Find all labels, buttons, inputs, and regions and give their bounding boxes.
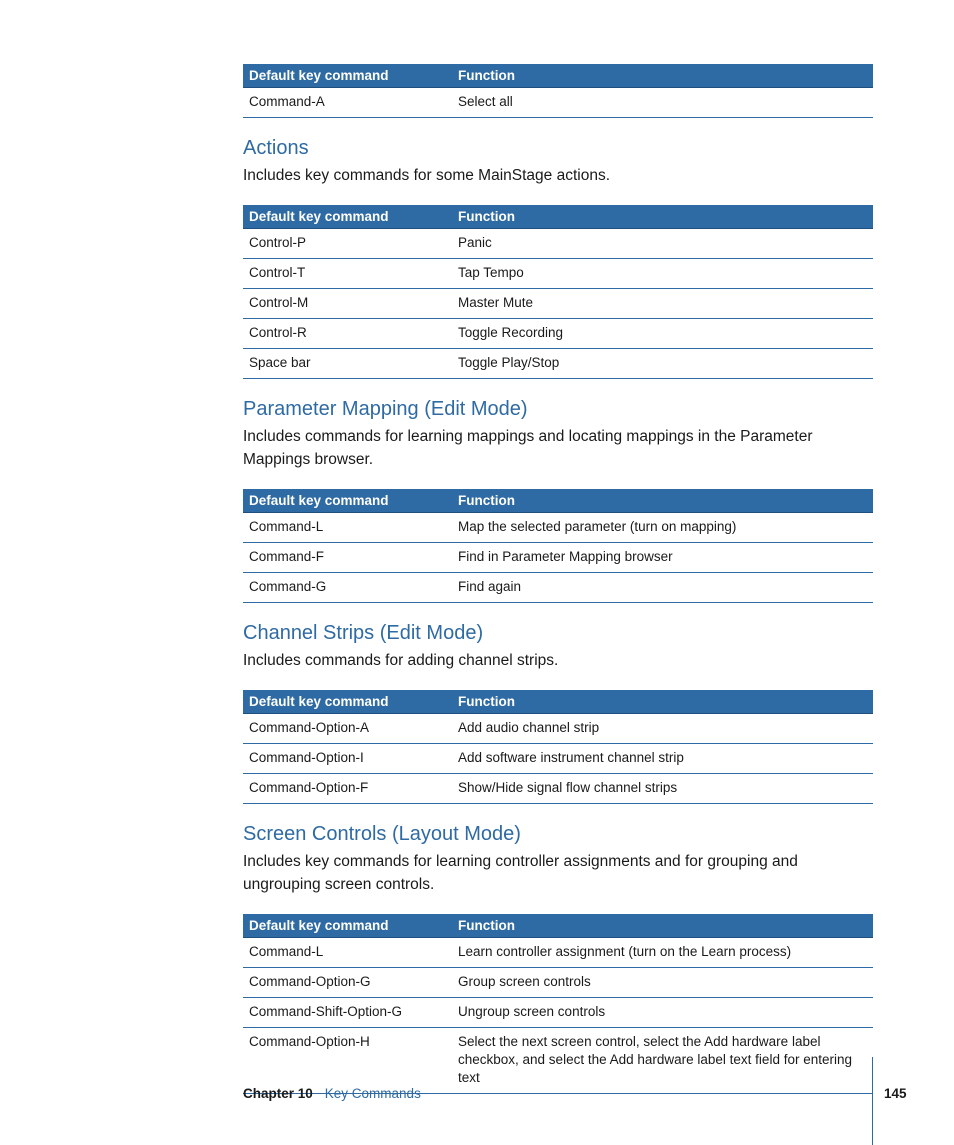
column-header-key: Default key command bbox=[243, 205, 452, 229]
key-cell: Command-A bbox=[243, 88, 452, 118]
function-cell: Map the selected parameter (turn on mapping) bbox=[452, 513, 873, 543]
key-cell: Control-T bbox=[243, 259, 452, 289]
function-cell: Add audio channel strip bbox=[452, 714, 873, 744]
table-row bbox=[243, 744, 873, 774]
function-cell: Show/Hide signal flow channel strips bbox=[452, 774, 873, 804]
key-command-table-parameter-mapping bbox=[243, 489, 873, 603]
section-description-channel-strips: Includes commands for adding channel strips. bbox=[243, 652, 559, 669]
section-heading-screen-controls: Screen Controls (Layout Mode) bbox=[243, 823, 521, 845]
section-description-screen-controls: Includes key commands for learning controller assignments and for grouping and ungrouping screen controls. bbox=[243, 853, 798, 893]
key-cell: Command-Shift-Option-G bbox=[243, 998, 452, 1028]
function-cell: Toggle Recording bbox=[452, 319, 873, 349]
table-row bbox=[243, 229, 873, 259]
table-row bbox=[243, 513, 873, 543]
page-footer bbox=[243, 1086, 421, 1101]
key-cell: Command-Option-A bbox=[243, 714, 452, 744]
key-command-table-select bbox=[243, 64, 873, 118]
footer-chapter-title: Key Commands bbox=[324, 1086, 421, 1101]
table-header-row bbox=[243, 205, 873, 229]
table-row bbox=[243, 349, 873, 379]
column-header-function: Function bbox=[452, 914, 873, 938]
footer-chapter: Chapter 10 bbox=[243, 1086, 313, 1101]
key-cell: Control-R bbox=[243, 319, 452, 349]
table-row bbox=[243, 573, 873, 603]
key-command-table-channel-strips bbox=[243, 690, 873, 804]
function-cell: Add software instrument channel strip bbox=[452, 744, 873, 774]
key-cell: Control-M bbox=[243, 289, 452, 319]
table-row bbox=[243, 543, 873, 573]
key-cell: Command-G bbox=[243, 573, 452, 603]
column-header-key: Default key command bbox=[243, 690, 452, 714]
column-header-key: Default key command bbox=[243, 489, 452, 513]
function-cell: Master Mute bbox=[452, 289, 873, 319]
section-heading-parameter-mapping: Parameter Mapping (Edit Mode) bbox=[243, 398, 528, 420]
page-content bbox=[243, 64, 873, 1094]
table-row bbox=[243, 774, 873, 804]
table-row bbox=[243, 88, 873, 118]
table-header-row bbox=[243, 914, 873, 938]
table-header-row bbox=[243, 489, 873, 513]
column-header-function: Function bbox=[452, 205, 873, 229]
table-row bbox=[243, 1028, 873, 1094]
column-header-function: Function bbox=[452, 64, 873, 88]
footer-divider bbox=[872, 1057, 873, 1145]
key-cell: Space bar bbox=[243, 349, 452, 379]
function-cell: Ungroup screen controls bbox=[452, 998, 873, 1028]
key-cell: Command-Option-F bbox=[243, 774, 452, 804]
key-cell: Command-F bbox=[243, 543, 452, 573]
table-row bbox=[243, 289, 873, 319]
table-row bbox=[243, 714, 873, 744]
table-row bbox=[243, 938, 873, 968]
table-header-row bbox=[243, 690, 873, 714]
section-description-parameter-mapping: Includes commands for learning mappings and locating mappings in the Parameter Mappings browser. bbox=[243, 428, 813, 468]
section-description-actions: Includes key commands for some MainStage actions. bbox=[243, 167, 611, 184]
section-heading-actions: Actions bbox=[243, 137, 309, 159]
column-header-function: Function bbox=[452, 690, 873, 714]
function-cell: Select the next screen control, select the Add hardware label checkbox, and select the Add hardware label text field for entering text bbox=[452, 1028, 873, 1094]
key-cell: Command-Option-H bbox=[243, 1028, 452, 1094]
table-header-row bbox=[243, 64, 873, 88]
function-cell: Group screen controls bbox=[452, 968, 873, 998]
section-heading-channel-strips: Channel Strips (Edit Mode) bbox=[243, 622, 484, 644]
function-cell: Find in Parameter Mapping browser bbox=[452, 543, 873, 573]
key-cell: Control-P bbox=[243, 229, 452, 259]
function-cell: Panic bbox=[452, 229, 873, 259]
page-number: 145 bbox=[884, 1086, 907, 1101]
table-row bbox=[243, 319, 873, 349]
key-cell: Command-L bbox=[243, 938, 452, 968]
key-command-table-screen-controls bbox=[243, 914, 873, 1094]
function-cell: Find again bbox=[452, 573, 873, 603]
function-cell: Learn controller assignment (turn on the Learn process) bbox=[452, 938, 873, 968]
key-cell: Command-Option-I bbox=[243, 744, 452, 774]
function-cell: Toggle Play/Stop bbox=[452, 349, 873, 379]
column-header-key: Default key command bbox=[243, 64, 452, 88]
column-header-function: Function bbox=[452, 489, 873, 513]
table-row bbox=[243, 259, 873, 289]
table-row bbox=[243, 968, 873, 998]
function-cell: Select all bbox=[452, 88, 873, 118]
key-cell: Command-L bbox=[243, 513, 452, 543]
key-command-table-actions bbox=[243, 205, 873, 379]
column-header-key: Default key command bbox=[243, 914, 452, 938]
table-row bbox=[243, 998, 873, 1028]
key-cell: Command-Option-G bbox=[243, 968, 452, 998]
function-cell: Tap Tempo bbox=[452, 259, 873, 289]
